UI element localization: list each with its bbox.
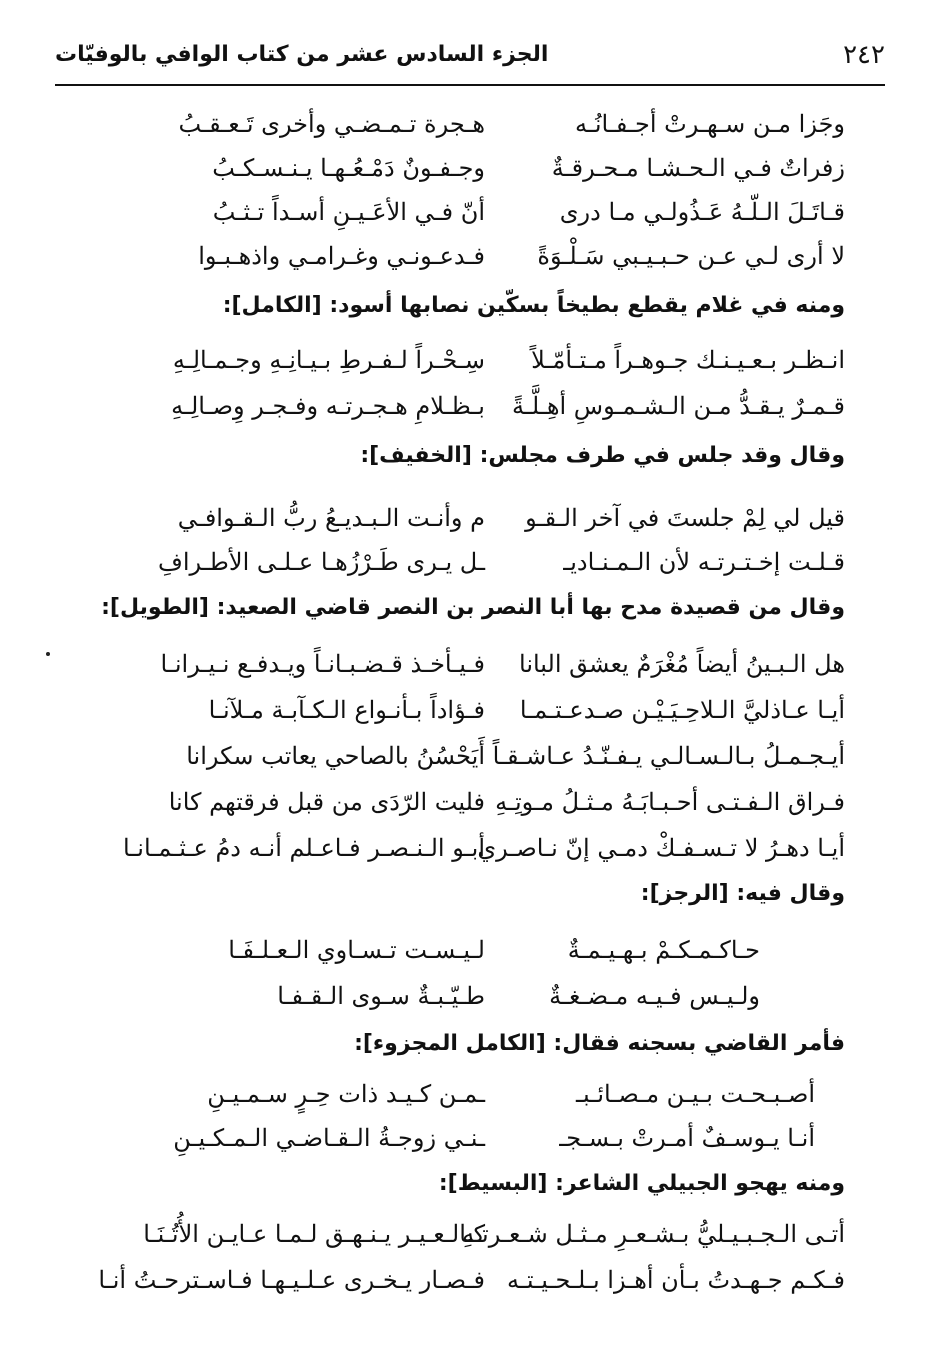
verse-first-hemistich: قـاتَـلَ الـلّـهُ عَـذُولـي مـا درى xyxy=(559,198,845,226)
verse-line xyxy=(55,930,885,970)
verse-first-hemistich: أيـجـمـلُ بـالـسـالـي يـفـنّـدُ عـاشـقـاً xyxy=(492,742,845,770)
verse-second-hemistich: ـل يـرى طَـرْزُهـا عـلـى الأطـرافِ xyxy=(157,548,485,576)
margin-mark xyxy=(46,652,50,656)
verse-line xyxy=(55,236,885,276)
verse-line xyxy=(55,1074,885,1114)
prose-intro: ومنه في غلام يقطع بطيخاً بسكّين نصابها أسود: [الكامل]: xyxy=(222,293,845,318)
verse-first-hemistich: فـراق الـفـتـى أحـبـابَـهُ مـثـلُ مـوتِـهِ xyxy=(495,788,845,816)
verse-first-hemistich: أيـا دهـرُ لا تـسـفـكْ دمـي إنّ نـاصـري xyxy=(477,834,845,862)
verse-line xyxy=(55,782,885,822)
verse-second-hemistich: لـيـسـت تـسـاوي الـعـلـفَـا xyxy=(228,936,485,964)
verse-second-hemistich: طـيّـبـةٌ سـوى الـقـفـا xyxy=(277,982,485,1010)
verse-second-hemistich: فـؤاداً بـأنـواع الـكـآبـة مـلآنـا xyxy=(208,696,485,724)
verse-first-hemistich: قيل لي لِمْ جلستَ في آخر الـقـو xyxy=(525,504,845,532)
verse-first-hemistich: أتـى الـجـبـيـليُّ بـشـعـرِ مـثـل شـعـرتـهِ xyxy=(462,1220,845,1248)
prose-intro: وقال من قصيدة مدح بها أبا النصر بن النصر قاضي الصعيد: [الطويل]: xyxy=(101,595,845,620)
verse-first-hemistich: زفراتٌ فـي الـحـشـا مـحـرقـةٌ xyxy=(551,154,845,182)
verse-line xyxy=(55,192,885,232)
verse-first-hemistich: ولـيـس فـيـه مـضـغـةٌ xyxy=(549,982,760,1010)
prose-intro: وقال وقد جلس في طرف مجلس: [الخفيف]: xyxy=(360,443,845,468)
verse-second-hemistich: فليت الرّدَى من قبل فرقتهم كانا xyxy=(168,788,485,816)
verse-line xyxy=(55,148,885,188)
verse-second-hemistich: م وأنـت الـبـديـعُ ربُّ الـقـوافـي xyxy=(177,504,485,532)
verse-first-hemistich: لا أرى لـي عـن حـبـيـبي سَـلْـوَةً xyxy=(537,242,845,270)
verse-line xyxy=(55,1214,885,1254)
verse-first-hemistich: أصـبـحـت بـيـن مـصـائـبـ xyxy=(576,1080,815,1108)
verse-first-hemistich: حـاكـمـكـمْ بـهـيـمـةٌ xyxy=(567,936,760,964)
verse-second-hemistich: ـنـي زوجـةُ الـقـاضـي الـمـكـيـنِ xyxy=(173,1124,485,1152)
prose-intro: وقال فيه: [الرجز]: xyxy=(640,881,845,906)
verse-second-hemistich: هـجرة تـمـضـي وأخرى تَـعـقـبُ xyxy=(178,110,485,138)
verse-line xyxy=(55,386,885,426)
verse-second-hemistich: أَيَحْسُنُ بالصاحي يعاتب سكرانا xyxy=(186,742,485,770)
verse-first-hemistich: أيـا عـاذليَّ الـلاحِـيَـيْـن صـدعـتـمـا xyxy=(519,696,845,724)
verse-first-hemistich: وجَزا مـن سـهـرتْ أجـفـانُـه xyxy=(574,110,845,138)
verse-line xyxy=(55,104,885,144)
verse-first-hemistich: انـظـر بـعـيـنـك جـوهـراً مـتـأمّـلاً xyxy=(531,346,845,374)
verse-second-hemistich: أبـو الـنـصـر فـاعـلم أنـه دمُ عـثـمـانـا xyxy=(122,834,485,862)
verse-line xyxy=(55,1260,885,1300)
verse-line xyxy=(55,976,885,1016)
verse-first-hemistich: قـمـرٌ يـقـدُّ مـن الـشـمـوسِ أهِـلَّـةً xyxy=(511,392,845,420)
verse-second-hemistich: أنّ فـي الأعَـيـنِ أسـداً تـثـبُ xyxy=(212,198,485,226)
verse-second-hemistich: فـيـأخـذ قـضـبـانـاً ويـدفـع نـيـرانـا xyxy=(160,650,485,678)
verse-first-hemistich: قـلـت إخـتـرتـه لأن الـمـنـاديـ xyxy=(563,548,845,576)
verse-second-hemistich: ـمـن كـيـد ذات حِـرٍ سـمـيـنِ xyxy=(207,1080,485,1108)
verse-second-hemistich: سِـحْـراً لـفـرطِ بـيـانِـهِ وجـمـالِـهِ xyxy=(172,346,485,374)
verse-first-hemistich: أنـا يـوسـفٌ أمـرتْ بـسـجـ xyxy=(559,1124,815,1152)
verse-second-hemistich: بـظـلامِ هـجـرتـه وفـجـر وِصـالِـهِ xyxy=(171,392,485,420)
verse-second-hemistich: وجـفـونٌ دَمْـعُـهـا يـنـسـكـبُ xyxy=(212,154,485,182)
prose-intro: فأمر القاضي بسجنه فقال: [الكامل المجزوء]: xyxy=(354,1031,845,1056)
verse-second-hemistich: فـدعـونـي وغـرامـي واذهـبـوا xyxy=(198,242,485,270)
page-number: ٢٤٢ xyxy=(843,40,885,70)
prose-intro: ومنه يهجو الجبيلي الشاعر: [البسيط]: xyxy=(438,1171,845,1196)
running-title: الجزء السادس عشر من كتاب الوافي بالوفيّات xyxy=(55,42,549,67)
verse-line xyxy=(55,498,885,538)
verse-line xyxy=(55,736,885,776)
verse-line xyxy=(55,542,885,582)
verse-second-hemistich: فـصـار يـخـرى عـلـيـهـا فـاسـترحـتُ أنـا xyxy=(98,1266,485,1294)
verse-line xyxy=(55,690,885,730)
verse-line xyxy=(55,828,885,868)
verse-first-hemistich: فـكـم جـهـدتُ بـأن أهـزا بـلـحـيـتـه xyxy=(507,1266,845,1294)
verse-line xyxy=(55,644,885,684)
verse-line xyxy=(55,1118,885,1158)
verse-second-hemistich: كـالـعـيـر يـنـهـق لـمـا عـايـن الأُتُـنَـا xyxy=(143,1220,485,1248)
verse-line xyxy=(55,340,885,380)
verse-first-hemistich: هل الـبـينُ أيضاً مُغْرَمٌ يعشق البانا xyxy=(519,650,845,678)
